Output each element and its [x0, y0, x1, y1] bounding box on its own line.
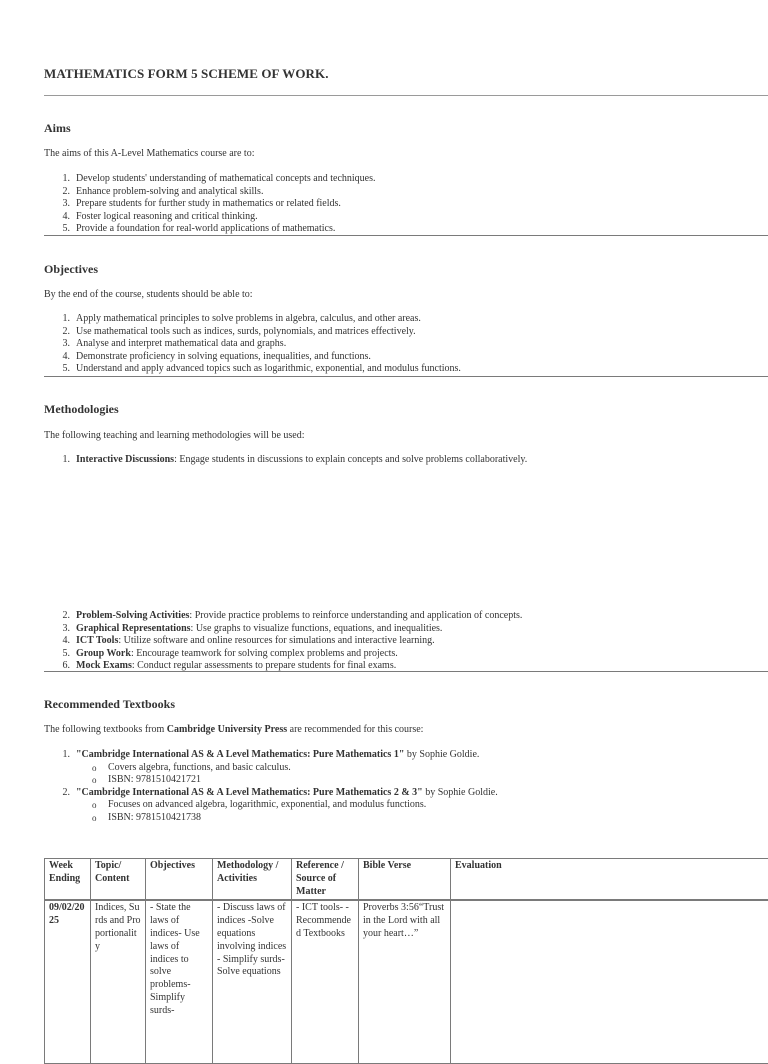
objectives-list	[56, 313, 461, 376]
aims-heading: Aims	[44, 121, 71, 136]
textbook-details	[76, 762, 498, 787]
column-header-methodology: Methodology / Activities	[213, 859, 292, 901]
aims-list	[56, 173, 376, 236]
textbook-details	[76, 799, 498, 824]
list-item: 6. Mock Exams: Conduct regular assessments to prepare students for final exams.	[56, 660, 522, 673]
title-divider	[44, 95, 768, 96]
list-item: o Focuses on advanced algebra, logarithmic, exponential, and modulus functions.	[76, 799, 498, 812]
list-item: 5. Understand and apply advanced topics such as logarithmic, exponential, and modulus functions.	[56, 363, 461, 376]
list-item: 2. Use mathematical tools such as indices, surds, polynomials, and matrices effectively.	[56, 326, 461, 339]
scheme-of-work-table	[44, 858, 768, 1064]
list-item: 3. Prepare students for further study in mathematics or related fields.	[56, 198, 376, 211]
column-header-evaluation: Evaluation	[451, 859, 768, 901]
circle-bullet-icon: o	[92, 762, 97, 775]
column-header-week-ending: Week Ending	[45, 859, 91, 901]
objectives-intro: By the end of the course, students should be able to:	[44, 289, 253, 300]
publisher-name: Cambridge University Press	[167, 724, 287, 735]
textbooks-intro: The following textbooks from Cambridge University Press are recommended for this course:	[44, 724, 423, 735]
textbooks-list	[56, 749, 498, 824]
document-title: MATHEMATICS FORM 5 SCHEME OF WORK.	[44, 66, 329, 82]
list-item: 2. Enhance problem-solving and analytical skills.	[56, 186, 376, 199]
table-header-row	[45, 859, 768, 901]
column-header-bible-verse: Bible Verse	[359, 859, 451, 901]
list-item: 4. Foster logical reasoning and critical thinking.	[56, 211, 376, 224]
textbook-title: "Cambridge International AS & A Level Mathematics: Pure Mathematics 1"	[76, 749, 404, 760]
list-item: 3. Analyse and interpret mathematical data and graphs.	[56, 338, 461, 351]
cell-objectives: - State the laws of indices- Use laws of indices to solve problems- Simplify surds-	[146, 900, 213, 1064]
methodologies-list-part-2	[56, 610, 522, 673]
section-divider	[44, 235, 768, 236]
list-item: 4. ICT Tools: Utilize software and online resources for simulations and interactive learning.	[56, 635, 522, 648]
table-row	[45, 900, 768, 1064]
textbook-item: 1. "Cambridge International AS & A Level Mathematics: Pure Mathematics 1" by Sophie Goldie. o Covers algebra, functions, and basic calculus. o ISBN: 9781510421721	[56, 749, 498, 787]
column-header-topic: Topic/ Content	[91, 859, 146, 901]
list-item: 1. Interactive Discussions: Engage students in discussions to explain concepts and solve problems collaboratively.	[56, 454, 527, 467]
objectives-heading: Objectives	[44, 262, 98, 277]
cell-evaluation	[451, 900, 768, 1064]
methodologies-list-part-1	[56, 454, 527, 467]
list-item: 5. Group Work: Encourage teamwork for solving complex problems and projects.	[56, 648, 522, 661]
cell-bible-verse: Proverbs 3:56“Trust in the Lord with all your heart…”	[359, 900, 451, 1064]
section-divider	[44, 671, 768, 672]
list-item: o ISBN: 9781510421738	[76, 812, 498, 825]
cell-week-ending: 09/02/2025	[45, 900, 91, 1064]
methodologies-intro: The following teaching and learning methodologies will be used:	[44, 430, 305, 441]
column-header-objectives: Objectives	[146, 859, 213, 901]
list-item: 3. Graphical Representations: Use graphs to visualize functions, equations, and inequalities.	[56, 623, 522, 636]
column-header-reference: Reference / Source of Matter	[292, 859, 359, 901]
list-item: 4. Demonstrate proficiency in solving equations, inequalities, and functions.	[56, 351, 461, 364]
circle-bullet-icon: o	[92, 812, 97, 825]
list-item: 1. Develop students' understanding of mathematical concepts and techniques.	[56, 173, 376, 186]
methodologies-heading: Methodologies	[44, 402, 119, 417]
textbook-item: 2. "Cambridge International AS & A Level Mathematics: Pure Mathematics 2 & 3" by Sophie Goldie. o Focuses on advanced algebra, logarithmic, exponential, and modulus functions. o ISBN: 9781510421738	[56, 787, 498, 825]
list-item: o Covers algebra, functions, and basic calculus.	[76, 762, 498, 775]
circle-bullet-icon: o	[92, 799, 97, 812]
list-item: 2. Problem-Solving Activities: Provide practice problems to reinforce understanding and application of concepts.	[56, 610, 522, 623]
list-item: 5. Provide a foundation for real-world applications of mathematics.	[56, 223, 376, 236]
cell-topic: Indices, Surds and Proportionality	[91, 900, 146, 1064]
list-item: 1. Apply mathematical principles to solve problems in algebra, calculus, and other areas.	[56, 313, 461, 326]
cell-reference: - ICT tools- -Recommended Textbooks	[292, 900, 359, 1064]
cell-methodology: - Discuss laws of indices -Solve equations involving indices - Simplify surds- Solve equations	[213, 900, 292, 1064]
circle-bullet-icon: o	[92, 774, 97, 787]
textbook-title: "Cambridge International AS & A Level Mathematics: Pure Mathematics 2 & 3"	[76, 787, 423, 798]
section-divider	[44, 376, 768, 377]
list-item: o ISBN: 9781510421721	[76, 774, 498, 787]
textbooks-heading: Recommended Textbooks	[44, 697, 175, 712]
aims-intro: The aims of this A-Level Mathematics course are to:	[44, 148, 255, 159]
